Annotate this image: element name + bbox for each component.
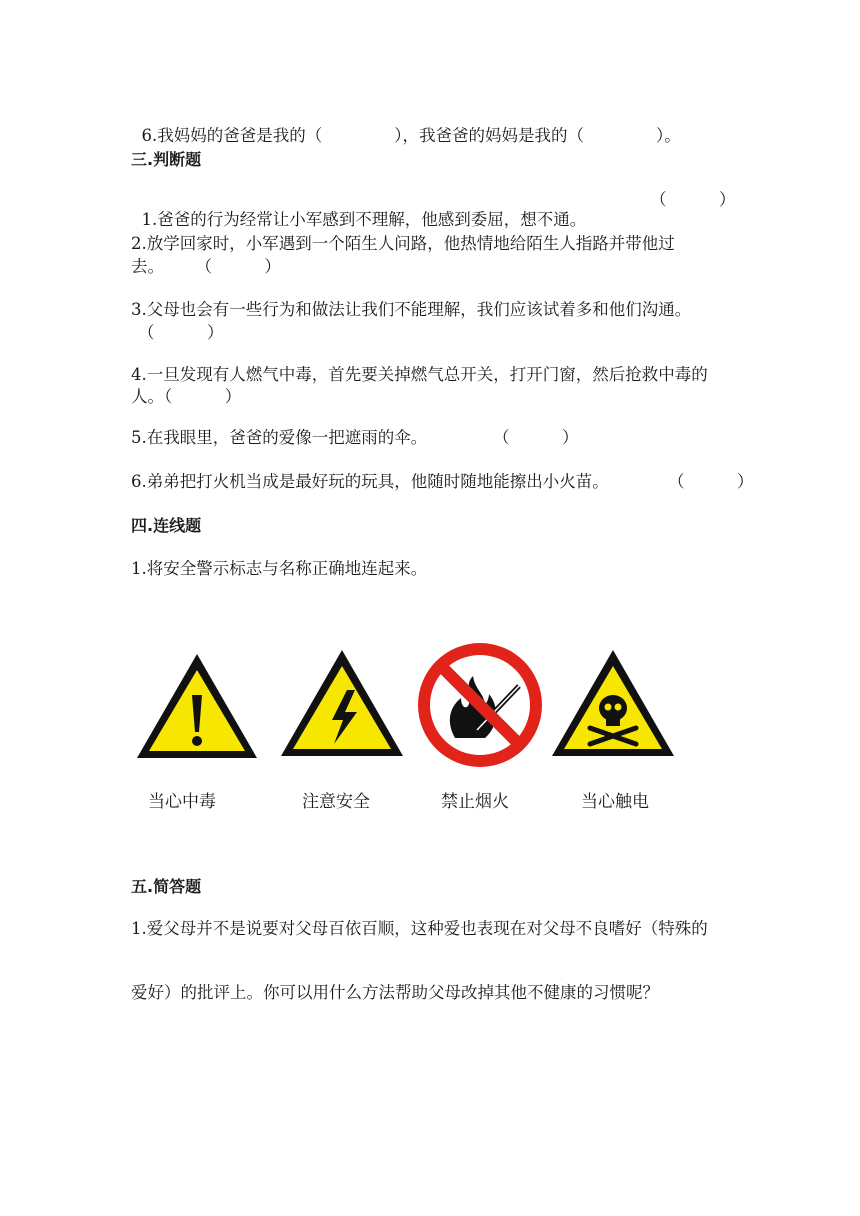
section-heading-matching: 四.连线题: [131, 516, 202, 535]
sign-label[interactable]: 注意安全: [302, 792, 370, 812]
judgement-item-2-cont[interactable]: 去。 （ ）: [131, 257, 281, 276]
section-heading-judgement: 三.判断题: [131, 150, 202, 169]
judgement-item-1: [131, 190, 586, 230]
judgement-answer-bracket[interactable]: （ ）: [138, 323, 224, 342]
judgement-item-4: 4.一旦发现有人燃气中毒，首先要关掉燃气总开关，打开门窗，然后抢救中毒的: [131, 365, 708, 384]
electric-shock-warning-icon[interactable]: [277, 640, 407, 770]
short-answer-question-line-1: 1.爱父母并不是说要对父母百依百顺，这种爱也表现在对父母不良嗜好（特殊的: [131, 919, 708, 938]
sign-label[interactable]: 禁止烟火: [441, 792, 509, 812]
judgement-answer-bracket[interactable]: （ ）: [493, 428, 579, 447]
sign-label[interactable]: 当心中毒: [148, 792, 216, 812]
matching-question: 1.将安全警示标志与名称正确地连起来。: [131, 559, 428, 578]
judgement-item-6: 6.弟弟把打火机当成是最好玩的玩具，他随时随地能擦出小火苗。: [131, 472, 609, 491]
short-answer-question-line-2: 爱好）的批评上。你可以用什么方法帮助父母改掉其他不健康的习惯呢？: [131, 983, 659, 1002]
exclamation-warning-icon[interactable]: [132, 640, 262, 770]
judgement-answer-bracket[interactable]: （ ）: [650, 190, 736, 209]
judgement-answer-bracket[interactable]: （ ）: [668, 472, 754, 491]
judgement-item-5: 5.在我眼里，爸爸的爱像一把遮雨的伞。: [131, 428, 428, 447]
sign-label[interactable]: 当心触电: [581, 792, 649, 812]
judgement-item-3: 3.父母也会有一些行为和做法让我们不能理解，我们应该试着多和他们沟通。: [131, 300, 692, 319]
fill-question-6-suffix: ）。: [656, 126, 681, 145]
judgement-item-4-cont[interactable]: 人。（ ）: [131, 387, 242, 406]
fill-question-6: [131, 106, 681, 146]
no-fire-prohibition-icon[interactable]: [415, 640, 545, 770]
section-heading-short-answer: 五.简答题: [131, 877, 202, 896]
poison-skull-warning-icon[interactable]: [548, 640, 678, 770]
fill-question-6-prefix: 6.我妈妈的爸爸是我的（: [141, 126, 323, 145]
judgement-item-2: 2.放学回家时，小军遇到一个陌生人问路，他热情地给陌生人指路并带他过: [131, 234, 675, 253]
fill-question-6-mid: ），我爸爸的妈妈是我的（: [394, 126, 584, 145]
judgement-item-text: 1.爸爸的行为经常让小军感到不理解，他感到委屈，想不通。: [141, 210, 587, 229]
